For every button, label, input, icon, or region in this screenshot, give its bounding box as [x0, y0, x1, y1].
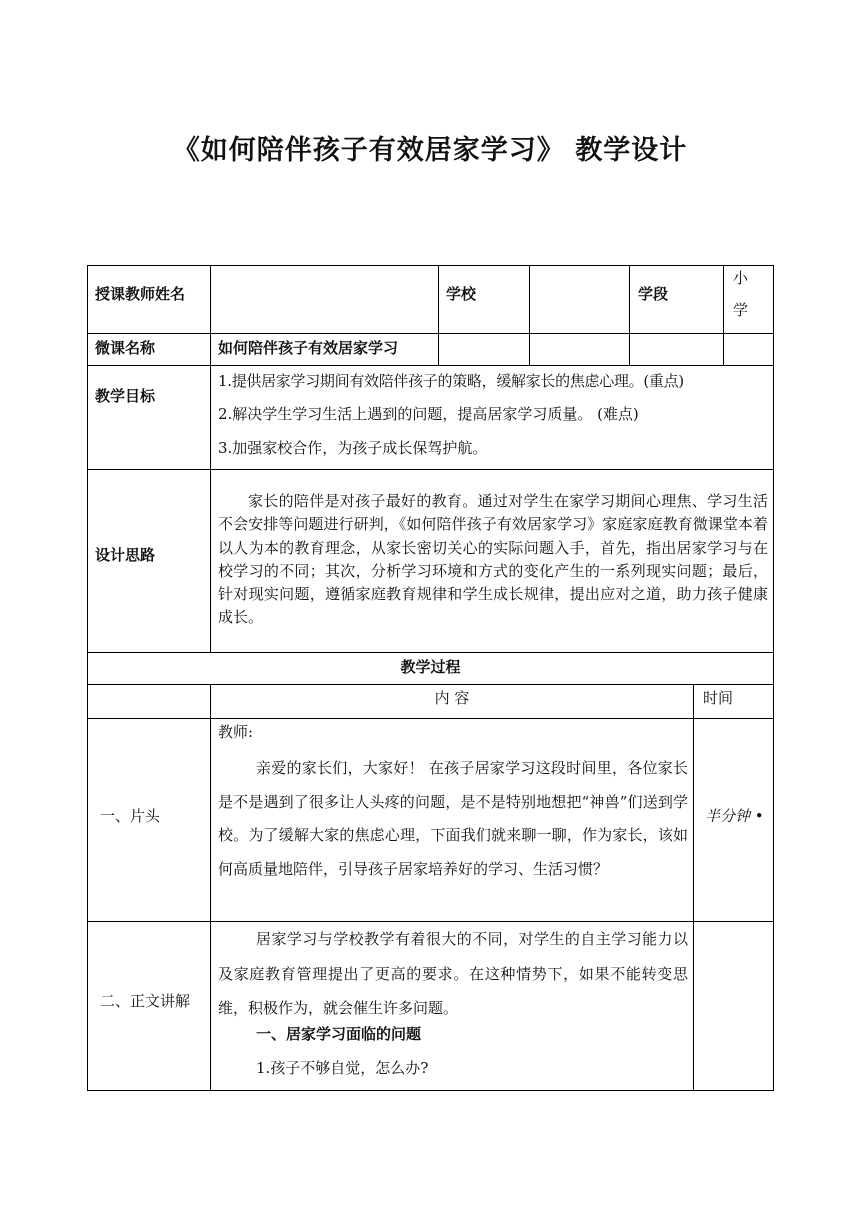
stage-value-line2: 学 — [733, 301, 749, 319]
time-header: 时间 — [703, 689, 734, 707]
goal-item-2: 2.解决学生学习生活上遇到的问题，提高居家学习质量。 (难点) — [218, 405, 639, 423]
course-name-value: 如何陪伴孩子有效居家学习 — [218, 339, 399, 357]
process-heading: 教学过程 — [400, 658, 461, 676]
stage-label: 学段 — [638, 285, 669, 303]
section-main-text: 居家学习与学校教学有着很大的不同，对学生的自主学习能力以及家庭教育管理提出了更高的要求。在这种情势下，如果不能转变思维，积极作为，就会催生许多问题。 — [218, 930, 688, 1017]
content-header: 内 容 — [434, 689, 470, 707]
stage-value-line1: 小 — [733, 269, 749, 287]
teacher-name-label: 授课教师姓名 — [95, 285, 186, 303]
design-label: 设计思路 — [95, 546, 156, 564]
page-title: 《如何陪伴孩子有效居家学习》 教学设计 — [172, 135, 688, 166]
design-text: 家长的陪伴是对孩子最好的教育。通过对学生在家学习期间心理焦、学习生活不会安排等问题进行研判，《如何陪伴孩子有效居家学习》家庭家庭教育微课堂本着以人为本的教育理念，从家长密切关心的实际问题入手，首先，指出居家学习与在校学习的不同；其次，分析学习环境和方式的变化产生的一系列现实问题；最后，针对现实问题，遵循家庭教育规律和学生成长规律，提出应对之道，助力孩子健康成长。 — [218, 492, 768, 627]
section-speaker: 教师: — [218, 723, 254, 741]
school-label: 学校 — [446, 285, 477, 303]
goal-item-3: 3.加强家校合作，为孩子成长保驾护航。 — [218, 439, 488, 457]
goal-item-1: 1.提供居家学习期间有效陪伴孩子的策略，缓解家长的焦虑心理。(重点) — [218, 372, 684, 390]
section-label-opening: 一、片头 — [100, 807, 161, 825]
course-name-label: 微课名称 — [95, 339, 156, 357]
goals-label: 教学目标 — [95, 387, 156, 405]
section-label-main: 二、正文讲解 — [100, 992, 191, 1010]
section-main-item: 1.孩子不够自觉，怎么办? — [256, 1059, 429, 1077]
section-opening-text: 亲爱的家长们，大家好！ 在孩子居家学习这段时间里，各位家长是不是遇到了很多让人头疼的问题，是不是特别地想把“神兽”们送到学校。为了缓解大家的焦虑心理，下面我们就来聊一聊，作为家长，该如何高质量地陪伴，引导孩子居家培养好的学习、生活习惯？ — [218, 759, 688, 878]
section-main-subheading: 一、居家学习面临的问题 — [256, 1025, 422, 1043]
section-opening-time: 半分钟 • — [705, 807, 764, 825]
